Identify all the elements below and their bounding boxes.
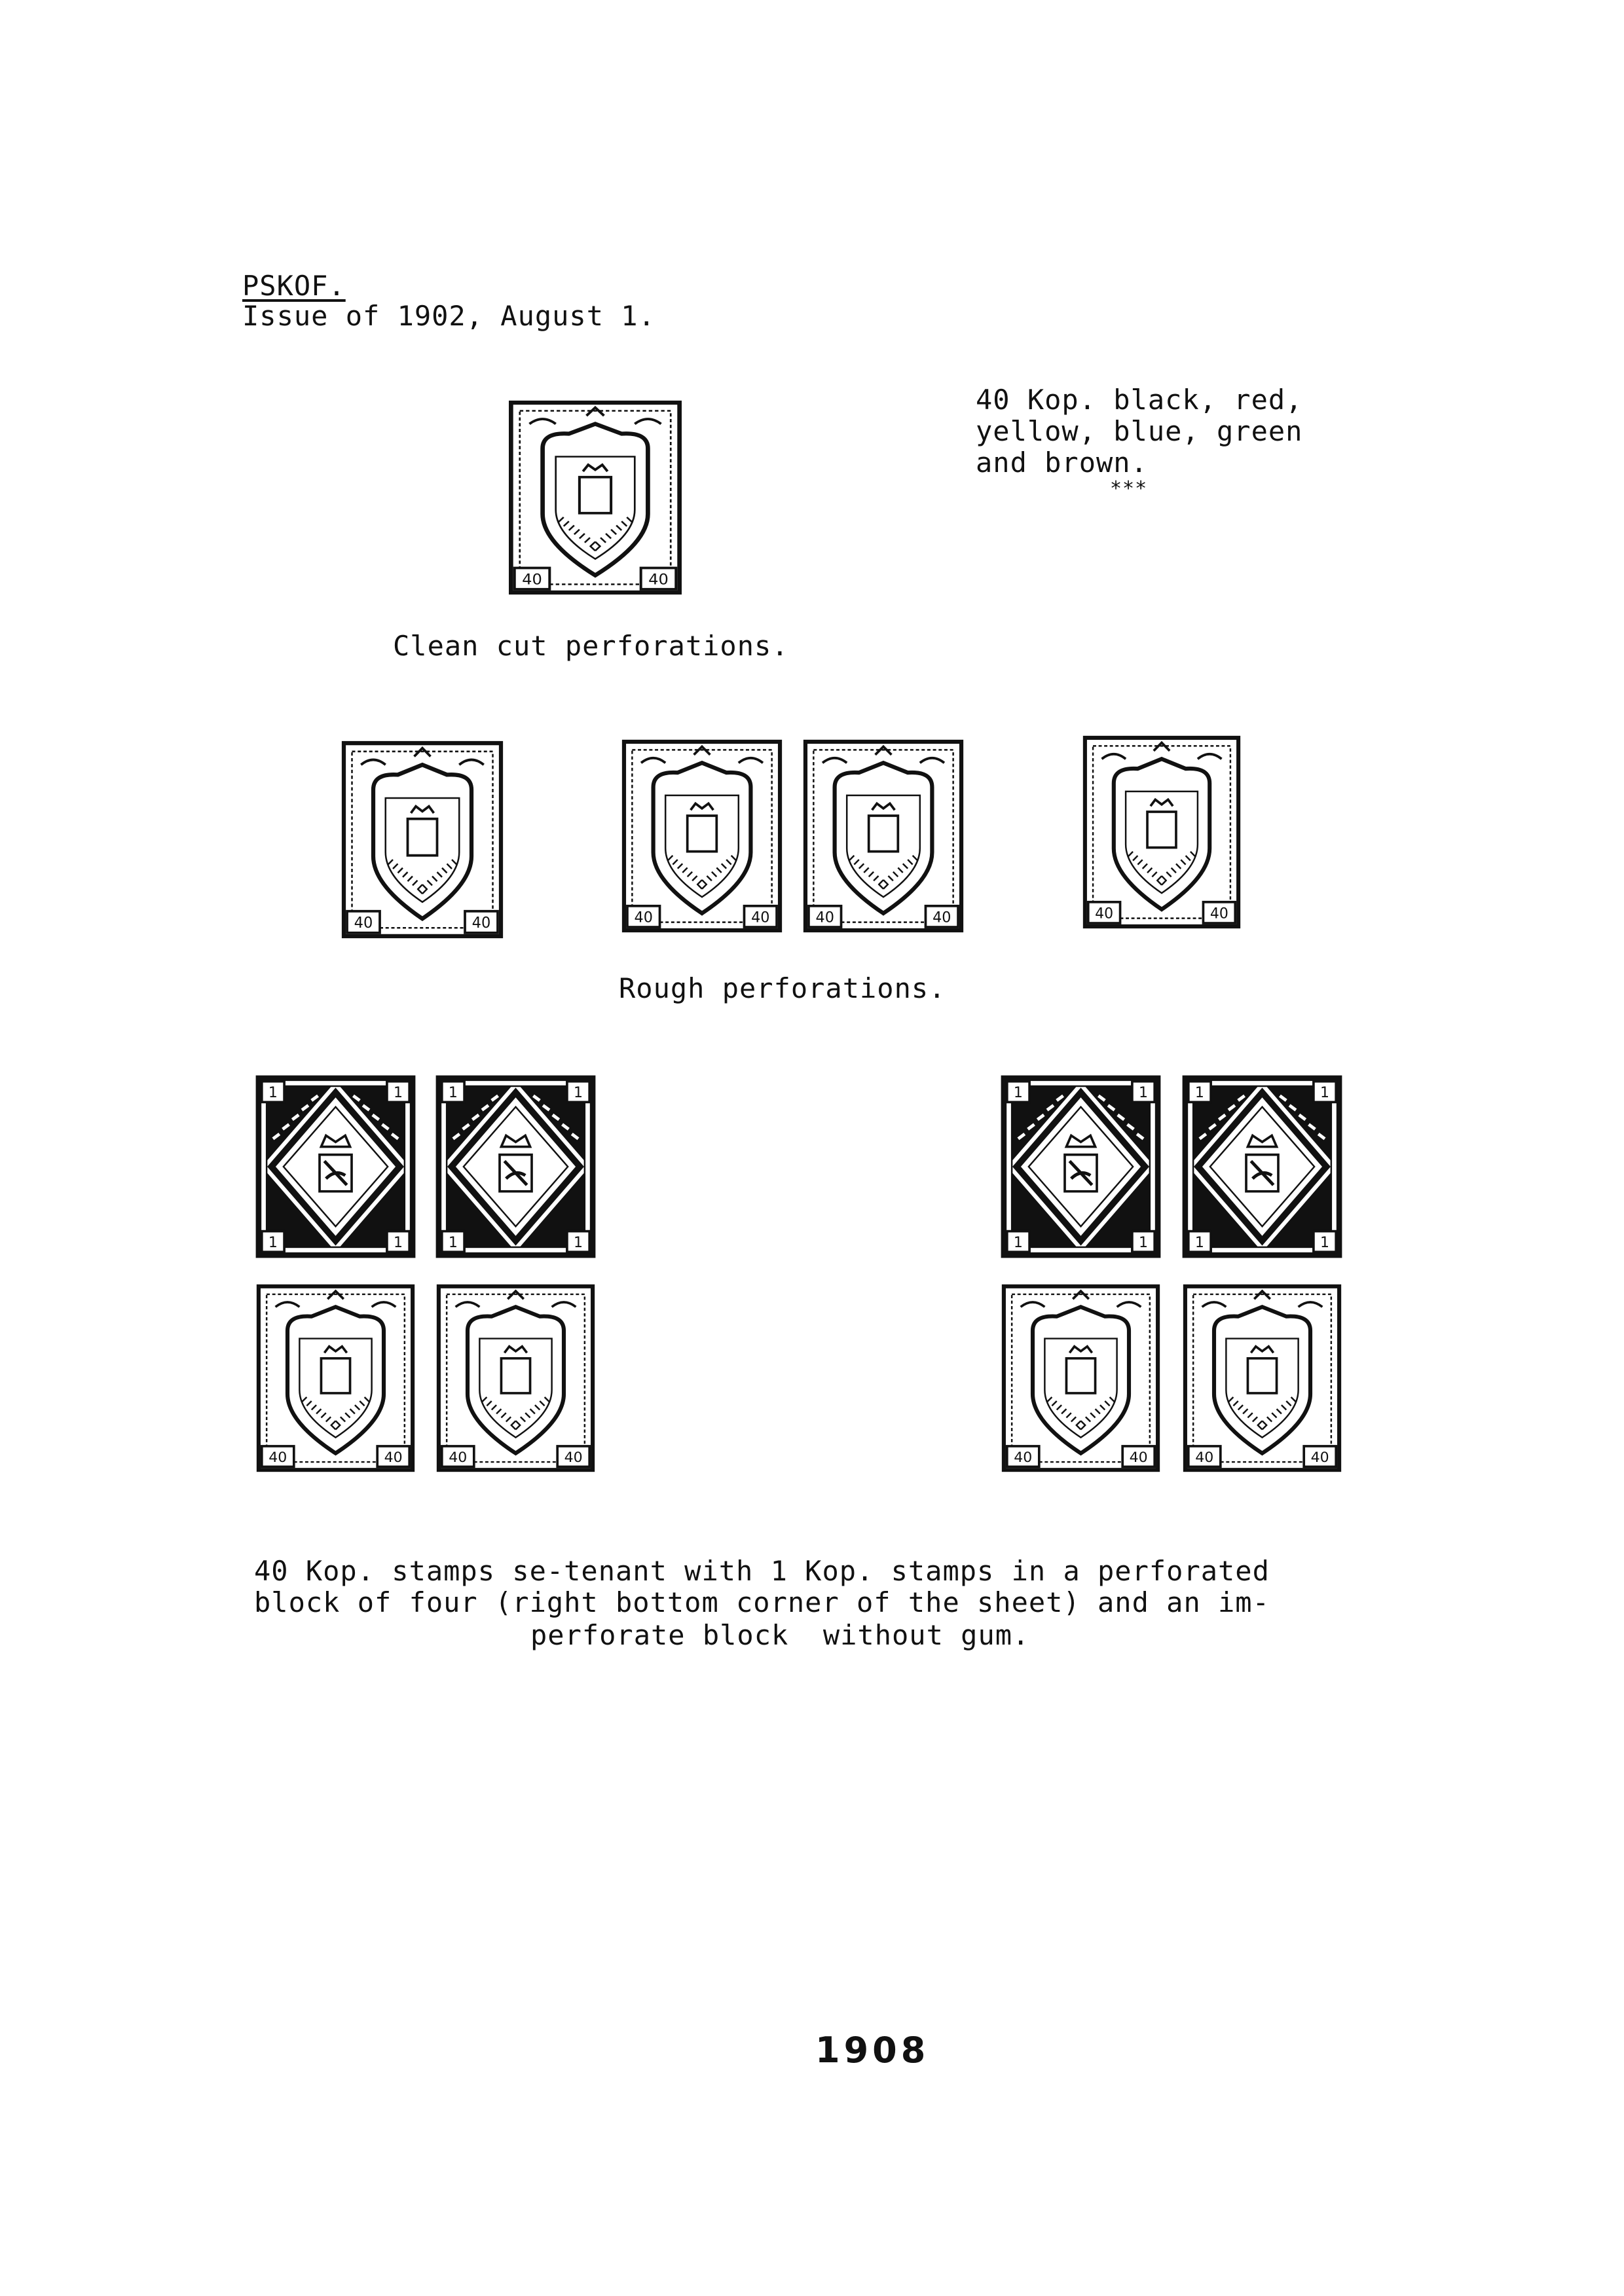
caption-rough: Rough perforations. bbox=[619, 972, 946, 1004]
stamp-40-imperforate-bottom-right bbox=[1182, 1283, 1342, 1473]
svg-text:40: 40 bbox=[1310, 1449, 1329, 1467]
svg-text:40: 40 bbox=[634, 909, 653, 926]
svg-text:1: 1 bbox=[1013, 1235, 1023, 1251]
svg-text:1: 1 bbox=[448, 1235, 458, 1251]
svg-text:40: 40 bbox=[354, 915, 373, 932]
bottom-caption-line-1: 40 Kop. stamps se-tenant with 1 Kop. stamps in a perforated bbox=[254, 1555, 1270, 1587]
stamp-40-clean-cut-1 bbox=[341, 740, 504, 939]
svg-text:40: 40 bbox=[815, 909, 834, 926]
bottom-caption-line-3: perforate block without gum. bbox=[530, 1619, 1030, 1651]
svg-text:40: 40 bbox=[449, 1449, 468, 1467]
svg-text:1: 1 bbox=[1320, 1085, 1330, 1102]
svg-text:1: 1 bbox=[394, 1235, 403, 1251]
svg-text:40: 40 bbox=[1095, 905, 1114, 922]
svg-text:1: 1 bbox=[1139, 1235, 1149, 1251]
svg-text:1: 1 bbox=[574, 1085, 583, 1102]
svg-text:1: 1 bbox=[268, 1085, 278, 1102]
svg-text:1: 1 bbox=[394, 1085, 403, 1102]
svg-text:1: 1 bbox=[1013, 1085, 1023, 1102]
stamp-1-imperforate-top-right bbox=[1182, 1075, 1342, 1258]
svg-text:1: 1 bbox=[1194, 1235, 1204, 1251]
description-stars: *** bbox=[1110, 477, 1148, 500]
caption-clean-cut: Clean cut perforations. bbox=[393, 630, 789, 662]
svg-text:40: 40 bbox=[932, 909, 951, 926]
stamp-40-single bbox=[507, 399, 683, 596]
svg-text:1: 1 bbox=[1320, 1235, 1330, 1251]
svg-text:40: 40 bbox=[648, 571, 669, 589]
svg-text:40: 40 bbox=[1014, 1449, 1033, 1467]
svg-text:40: 40 bbox=[1129, 1449, 1148, 1467]
stamp-1-perforated-top-right bbox=[435, 1075, 596, 1258]
stamp-40-perforated-bottom-left bbox=[255, 1283, 416, 1473]
svg-text:40: 40 bbox=[564, 1449, 583, 1467]
svg-text:1: 1 bbox=[1194, 1085, 1204, 1102]
svg-text:1: 1 bbox=[574, 1235, 583, 1251]
description-line-2: yellow, blue, green bbox=[976, 415, 1303, 447]
page-title: PSKOF. bbox=[242, 270, 346, 302]
bottom-caption-line-2: block of four (right bottom corner of the sheet) and an im- bbox=[254, 1586, 1270, 1618]
svg-text:40: 40 bbox=[384, 1449, 403, 1467]
stamp-40-rough-1 bbox=[621, 738, 783, 934]
issue-date: Issue of 1902, August 1. bbox=[242, 300, 655, 332]
svg-text:40: 40 bbox=[268, 1449, 287, 1467]
svg-text:1: 1 bbox=[448, 1085, 458, 1102]
stamp-40-perforated-bottom-right bbox=[435, 1283, 596, 1473]
page-number: 1908 bbox=[815, 2030, 930, 2071]
stamp-40-imperforate-bottom-left bbox=[1001, 1283, 1161, 1473]
svg-text:40: 40 bbox=[1195, 1449, 1214, 1467]
stamp-40-rough-2 bbox=[802, 738, 965, 934]
svg-text:1: 1 bbox=[268, 1235, 278, 1251]
svg-text:40: 40 bbox=[751, 909, 770, 926]
svg-text:40: 40 bbox=[522, 571, 542, 589]
description-line-1: 40 Kop. black, red, bbox=[976, 384, 1303, 416]
stamp-40-rough-3 bbox=[1082, 735, 1242, 930]
svg-text:40: 40 bbox=[471, 915, 491, 932]
stamp-1-imperforate-top-left bbox=[1001, 1075, 1161, 1258]
svg-text:40: 40 bbox=[1209, 905, 1228, 922]
stamp-1-perforated-top-left bbox=[255, 1075, 416, 1258]
svg-text:1: 1 bbox=[1139, 1085, 1149, 1102]
description-line-3: and brown. bbox=[976, 446, 1148, 479]
